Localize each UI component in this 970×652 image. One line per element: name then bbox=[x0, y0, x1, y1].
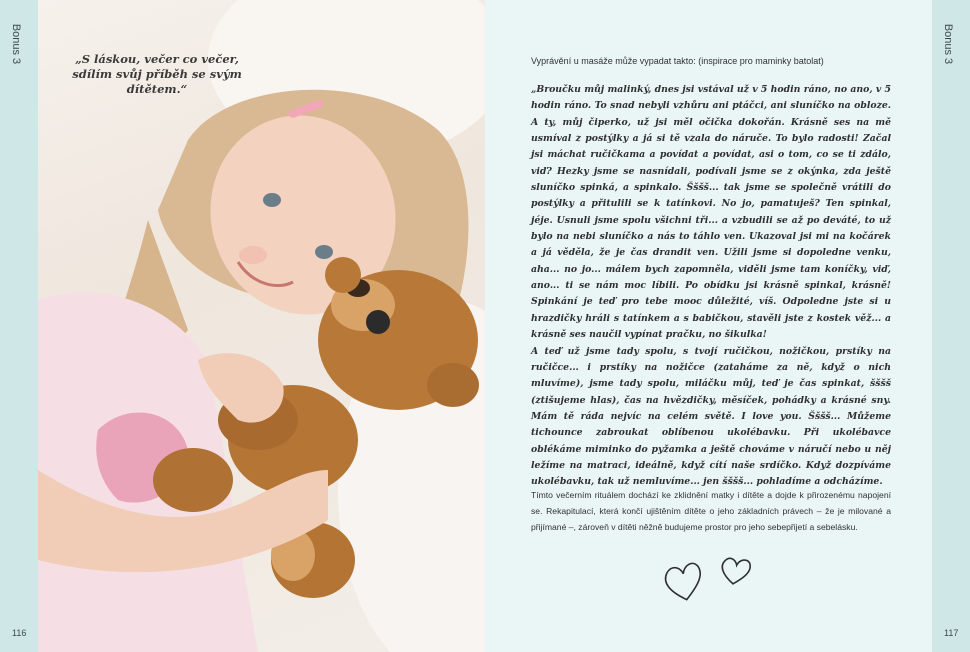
right-page-number: 117 bbox=[944, 628, 959, 638]
left-side-strip bbox=[0, 0, 38, 652]
hearts-icon bbox=[661, 548, 761, 608]
illustration-girl-and-bear bbox=[38, 0, 485, 652]
right-side-strip bbox=[932, 0, 970, 652]
photo-girl-with-teddy-bear bbox=[38, 0, 485, 652]
story-paragraph: „Broučku můj malinký, dnes jsi vstával už v 5 hodin ráno, no ano, v 5 hodin ráno. To snad nebyli vzhůru ani ptáčci, ani sluníčko na obloze. A ty, můj čiperko, už jsi měl očička dokořán. Krásně ses na mě usmíval z postýlky a já si tě vzala do náruče. To bylo radosti! Začal jsi máchat ručičkama a povídat a povídat, asi o tom, co se ti zdálo, viď? Hezky jsme se nasnídali, podívali jsme se z okýnka, zda ještě sluníčko spinká, a spinkalo. Šššš... tak jsme se společně vrátili do postýlky a přitulili se k tatínkovi. No jo, pamatuješ? Ten spinkal, jéje. Usnuli jsme spolu všichni tři... a vzbudili se až po deváté, to už bylo na nebi sluníčko a nás to táhlo ven. Ukazoval jsi mi na kočárek a já věděla, že je čas drandit ven. Užili jsme si dopoledne venku, aha... no jo... málem bych zapomněla, viděli jsme tam koníčky, viď, ano... ti se nám moc líbili. Po obídku jsi krásně spinkal, krásně! Spinkání je teď pro tebe mooc důležité, víš. Odpoledne jste si u hrazdičky hráli s tatínkem a s babičkou, stavěli jste z kostek věž... a krásně ses naučil vypínat pračku, no šikulka! bbox=[531, 84, 891, 341]
left-side-label: Bonus 3 bbox=[10, 23, 23, 65]
story-intro: Vyprávění u masáže může vypadat takto: (inspirace pro maminky batolat) bbox=[531, 56, 824, 66]
closing-paragraph: Tímto večerním rituálem dochází ke zklidnění matky i dítěte a dojde k přirozenému napojení se. Rekapitulací, která končí ujištěním dítěte o jeho základních právech – že je milované a přijímané –, zároveň v dítěti něžně budujeme prostor pro jeho sebepřijetí a sebelásku. bbox=[531, 490, 891, 532]
photo-quote: „S láskou, večer co večer, sdílím svůj příběh se svým dítětem.“ bbox=[72, 52, 242, 96]
right-side-label: Bonus 3 bbox=[942, 23, 955, 65]
story-paragraph: A teď už jsme tady spolu, s tvojí ručičkou, nožičkou, prstíky na ručičce... i prstíky na nožičce (zataháme za ně, když o nich mluvíme), jsme tady spolu, miláčku můj, teď je čas spinkat, šššš (ztišujeme hlas), čas na hvězdičky, měsíček, pohádky a krásné sny. Mám tě ráda nejvíc na celém světě. I love you. Šššš... Můžeme tichounce zabroukat oblíbenou ukolébavku. Při ukolébavce oblékáme miminko do pyžamka a ještě chováme v náručí nebo u něj ležíme na matraci, ideálně, když cítí naše srdíčko. Když dozpíváme ukolébavku, tak už nemluvíme... jen šššš... pohladíme a odcházíme. bbox=[531, 345, 891, 488]
story-text bbox=[531, 82, 891, 491]
text-page bbox=[485, 0, 932, 652]
left-page-number: 116 bbox=[12, 628, 27, 638]
